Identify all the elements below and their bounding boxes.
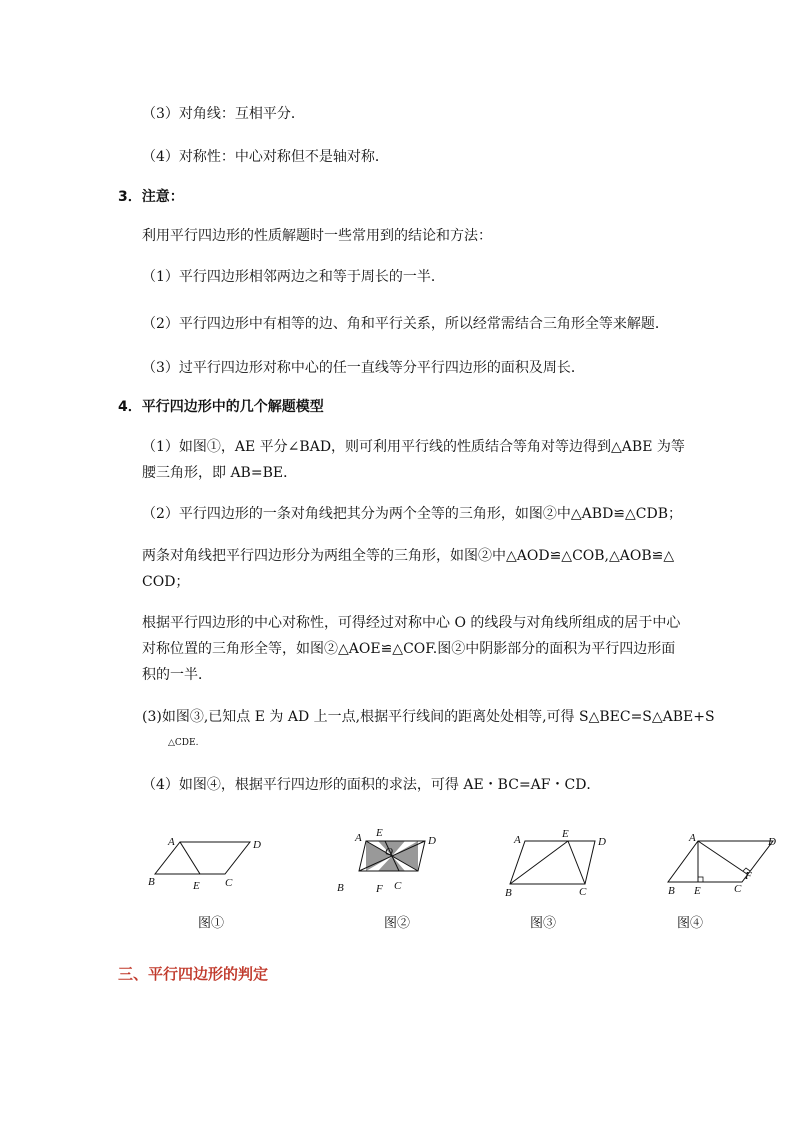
point-label: B: [505, 887, 512, 899]
text-line: △CDE.: [168, 738, 199, 748]
figure-4: [660, 826, 780, 901]
point-label: E: [193, 880, 200, 892]
point-label: B: [148, 876, 155, 888]
point-label: A: [689, 832, 696, 844]
text-line: （3）对角线：互相平分．: [142, 106, 305, 122]
segment-BE: [510, 841, 568, 884]
heading-4: 4．平行四边形中的几个解题模型: [118, 399, 324, 415]
caption-fig3: 图③: [530, 916, 557, 931]
text-line: （4）如图④，根据平行四边形的面积的求法，可得 AE・BC=AF・CD．: [142, 777, 601, 793]
segment-EC: [568, 841, 585, 884]
point-label: E: [562, 828, 569, 840]
text-line: 利用平行四边形的性质解题时一些常用到的结论和方法：: [142, 228, 492, 244]
text-line: （2）平行四边形的一条对角线把其分为两个全等的三角形，如图②中△ABD≌△CDB；: [142, 506, 683, 522]
point-label: A: [168, 836, 175, 848]
segment-AE: [180, 842, 200, 874]
heading-3: 3．注意：: [118, 189, 184, 205]
altitude-AF: [698, 841, 747, 874]
caption-fig2: 图②: [384, 916, 411, 931]
figure-1: [140, 830, 280, 900]
point-label: D: [598, 836, 606, 848]
figure-3: [500, 826, 620, 901]
text-line: （2）平行四边形中有相等的边、角和平行关系，所以经常需结合三角形全等来解题．: [142, 316, 669, 332]
text-line: （3）过平行四边形对称中心的任一直线等分平行四边形的面积及周长．: [142, 360, 585, 376]
point-label: F: [745, 870, 752, 882]
point-label: F: [376, 883, 383, 895]
point-label: C: [579, 886, 587, 898]
point-label: A: [514, 834, 521, 846]
point-label: C: [394, 880, 402, 892]
text-line: 对称位置的三角形全等，如图②△AOE≌△COF.图②中阴影部分的面积为平行四边形面: [142, 641, 676, 657]
point-label: B: [668, 885, 675, 897]
text-line: 根据平行四边形的中心对称性，可得经过对称中心 O 的线段与对角线所组成的居于中心: [142, 615, 681, 631]
figure-2: [330, 826, 450, 901]
point-label: D: [428, 835, 436, 847]
point-label: E: [694, 885, 701, 897]
text-line: （4）对称性：中心对称但不是轴对称．: [142, 149, 389, 165]
text-line: (3)如图③,已知点 E 为 AD 上一点,根据平行线间的距离处处相等,可得 S△BEC=S△ABE+S: [142, 709, 715, 725]
point-label: C: [225, 877, 233, 889]
section-heading: 三、平行四边形的判定: [118, 965, 269, 983]
point-label: E: [376, 827, 383, 839]
text-line: 腰三角形，即 AB=BE．: [142, 465, 298, 481]
right-angle-mark: [698, 877, 703, 882]
caption-fig1: 图①: [198, 916, 225, 931]
point-label: A: [355, 832, 362, 844]
caption-fig4: 图④: [677, 916, 704, 931]
point-label: B: [337, 882, 344, 894]
point-label: D: [253, 839, 261, 851]
text-line: COD；: [142, 574, 190, 590]
parallelogram: [668, 841, 773, 882]
text-line: （1）平行四边形相邻两边之和等于周长的一半．: [142, 269, 445, 285]
point-label: O: [385, 846, 393, 858]
text-line: 积的一半．: [142, 667, 212, 683]
point-label: C: [734, 883, 742, 895]
text-line: （1）如图①，AE 平分∠BAD，则可利用平行线的性质结合等角对等边得到△ABE 为等: [142, 439, 685, 455]
text-line: 两条对角线把平行四边形分为两组全等的三角形，如图②中△AOD≌△COB,△AOB≌△: [142, 548, 675, 564]
point-label: D: [768, 836, 776, 848]
